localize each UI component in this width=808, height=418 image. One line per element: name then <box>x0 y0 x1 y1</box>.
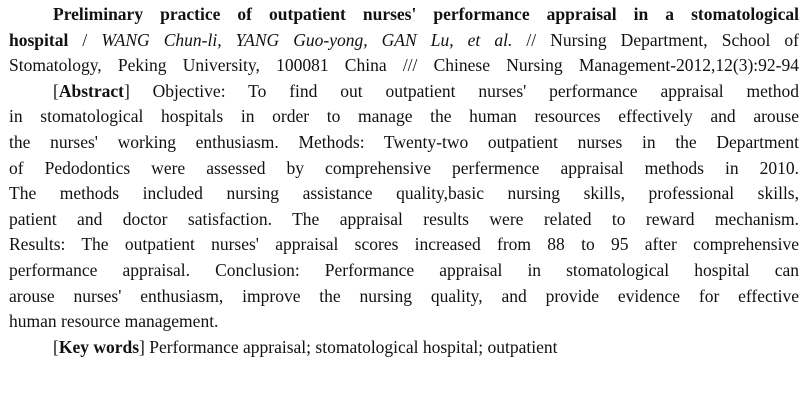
keywords-text: Performance appraisal; stomatological hospital; outpatient <box>144 336 558 357</box>
abstract-line-3: of Pedodontics were assessed by comprehensive perfermence appraisal methods in 2010. <box>9 157 799 178</box>
affiliation-part1: // Nursing Department, School of <box>512 29 799 50</box>
authors-separator: / <box>68 29 102 50</box>
abstract-line-6: Results: The outpatient nurses' appraisal scores increased from 88 to 95 after comprehensive <box>9 234 799 255</box>
abstract-first-line: [Abstract] Objective: To find out outpatient nurses' performance appraisal method <box>53 80 799 101</box>
abstract-line-2: the nurses' working enthusiasm. Methods: Twenty-two outpatient nurses in the Department <box>9 131 799 152</box>
abstract-label: Abstract <box>58 80 124 101</box>
keywords-line: [Key words] Performance appraisal; stomatological hospital; outpatient <box>53 336 558 357</box>
paper-title-line: Preliminary practice of outpatient nurses' performance appraisal in a stomatological <box>53 4 799 24</box>
abstract-line-5: patient and doctor satisfaction. The appraisal results were related to reward mechanism. <box>9 208 799 229</box>
citation-line <box>9 28 799 54</box>
abstract-line-8: arouse nurses' enthusiasm, improve the nursing quality, and provide evidence for effective <box>9 285 799 306</box>
abstract-line-0: Objective: To find out outpatient nurses' performance appraisal method <box>129 80 799 101</box>
affiliation-line: Stomatology, Peking University, 100081 China /// Chinese Nursing Management-2012,12(3):92-94 <box>9 55 799 76</box>
keywords-label: Key words <box>58 336 140 357</box>
authors: WANG Chun-li, YANG Guo-yong, GAN Lu, et al. <box>101 29 513 50</box>
abstract-line-9: human resource management. <box>9 311 219 332</box>
abstract-line-7: performance appraisal. Conclusion: Performance appraisal in stomatological hospital can <box>9 259 799 280</box>
abstract-page <box>9 2 799 360</box>
abstract-line-4: The methods included nursing assistance quality,basic nursing skills, professional skills, <box>9 183 799 204</box>
paper-title-end: hospital <box>9 29 69 50</box>
abstract-line-1: in stomatological hospitals in order to manage the human resources effectively and arouse <box>9 106 799 127</box>
